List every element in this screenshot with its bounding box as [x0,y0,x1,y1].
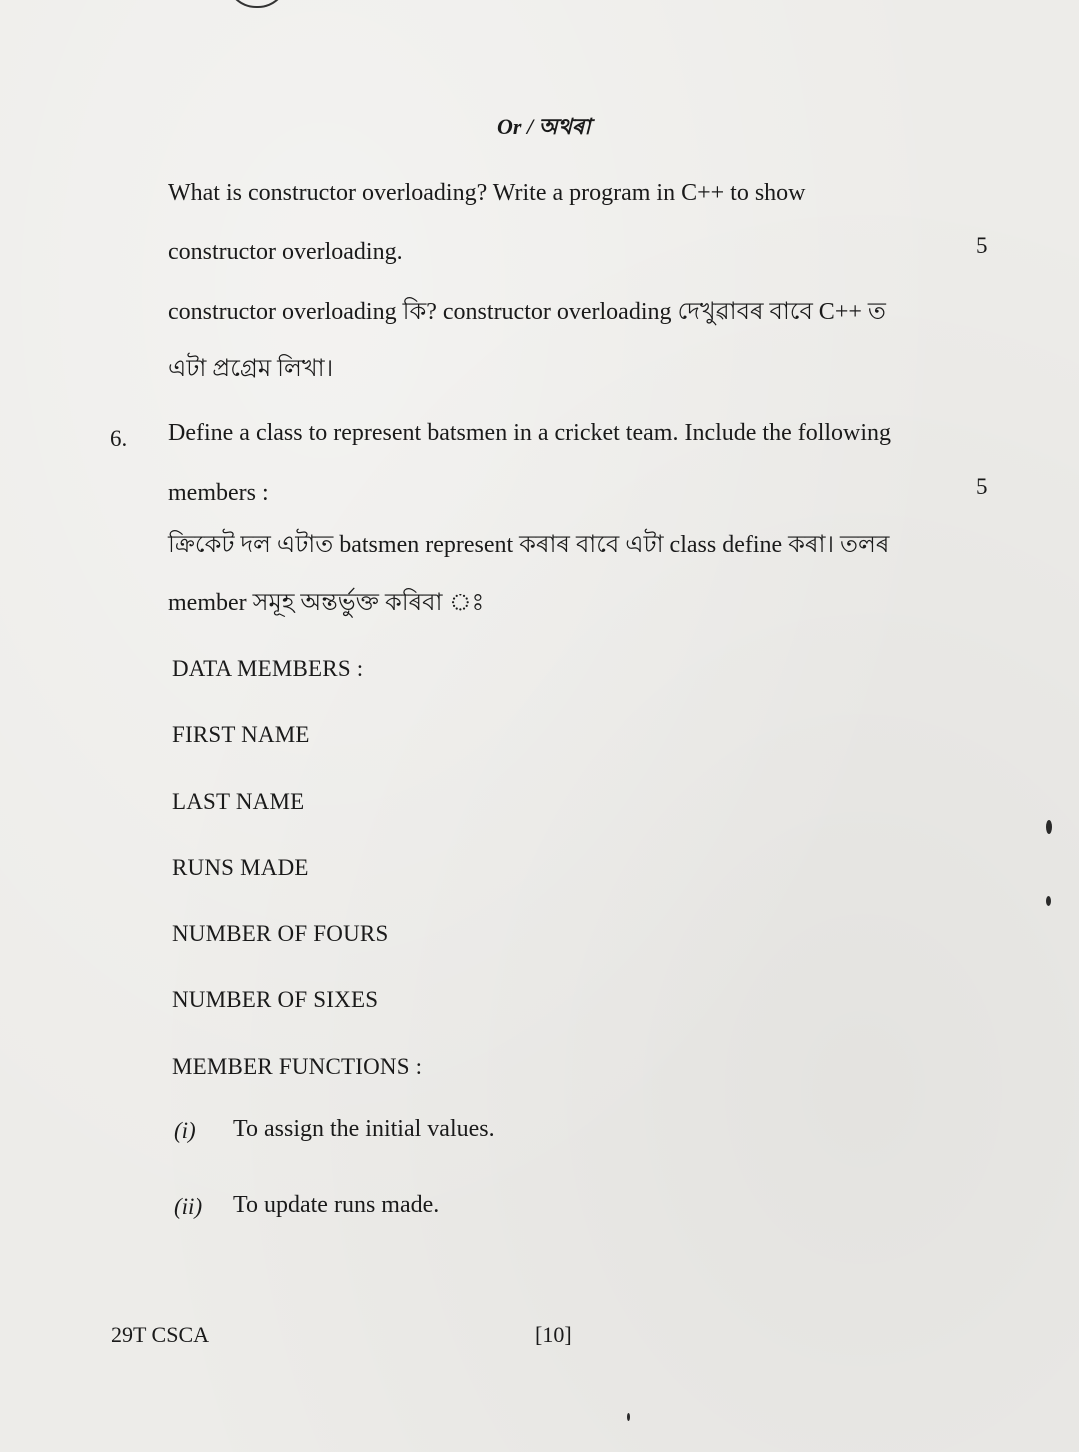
data-members-heading: DATA MEMBERS : [172,656,364,681]
question-6-en-line1: Define a class to represent batsmen in a cricket team. Include the following [168,420,892,446]
member-functions-heading: MEMBER FUNCTIONS : [172,1054,423,1079]
alt-question-line-1 [168,178,988,208]
question-6-number: 6. [110,426,128,451]
footer-paper-code: 29T CSCA [111,1322,210,1347]
scan-speck [1046,896,1051,906]
data-member-number-of-fours: NUMBER OF FOURS [172,921,389,946]
alt-question-marks: 5 [976,233,988,258]
alt-question-as-line2: এটা প্ৰগ্ৰেম লিখা। [168,356,334,382]
alt-question-as-line1: constructor overloading কি? constructor overloading দেখুৱাবৰ বাবে C++ ত [168,299,886,325]
question-6-as-line1: ক্ৰিকেট দল এটাত batsmen represent কৰাৰ বাবে এটা class define কৰা। তলৰ [168,532,890,558]
function-2-number: (ii) [174,1194,203,1219]
question-6-en-line2: members : [168,480,269,506]
alt-question-en-line2: constructor overloading. [168,239,403,265]
scan-speck [1046,820,1052,834]
function-1-text: To assign the initial values. [233,1116,495,1142]
data-member-number-of-sixes: NUMBER OF SIXES [172,987,379,1012]
question-6-as-line2: member সমূহ অন্তৰ্ভুক্ত কৰিবা ঃ [168,590,485,616]
question-6-marks: 5 [976,474,988,499]
data-member-last-name: LAST NAME [172,789,305,814]
scan-speck [627,1413,630,1421]
function-1-number: (i) [174,1118,196,1143]
page-top-arc-decoration [226,0,288,8]
data-member-first-name: FIRST NAME [172,722,310,747]
data-member-runs-made: RUNS MADE [172,855,309,880]
function-2-text: To update runs made. [233,1192,440,1218]
or-heading: Or / অথৰা [497,114,591,139]
alt-question-en-line1: What is constructor overloading? Write a program in C++ to show [168,180,806,206]
footer-page-number: [10] [535,1322,572,1347]
